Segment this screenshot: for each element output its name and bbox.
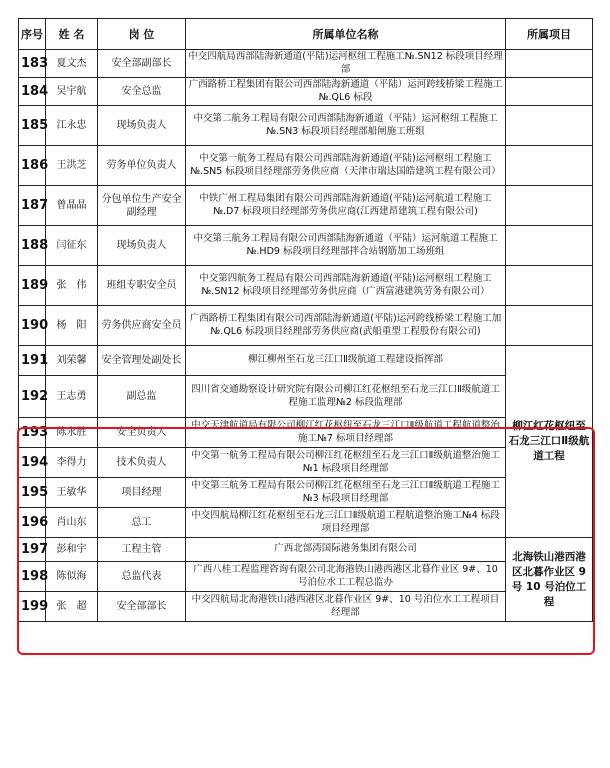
row-unit: 中交四航局柳江红花枢纽至石龙三江口Ⅱ级航道工程航道整治施工№4 标段项目经理部 xyxy=(186,508,506,538)
row-no: 194 xyxy=(19,448,46,478)
row-no: 189 xyxy=(19,266,46,306)
row-name: 张 超 xyxy=(46,592,98,622)
row-position: 安全部部长 xyxy=(98,592,186,622)
row-no: 187 xyxy=(19,186,46,226)
row-no: 191 xyxy=(19,346,46,376)
table-row xyxy=(19,186,593,226)
row-position: 安全部副部长 xyxy=(98,50,186,78)
row-name: 陈永胜 xyxy=(46,418,98,448)
table-row xyxy=(19,266,593,306)
row-no: 185 xyxy=(19,106,46,146)
row-position: 现场负责人 xyxy=(98,106,186,146)
row-unit: 广西八桂工程监理咨询有限公司北海港铁山港西港区北暮作业区 9#、10 号泊位水工工程总监办 xyxy=(186,562,506,592)
row-project-empty xyxy=(506,106,593,146)
row-name: 杨 阳 xyxy=(46,306,98,346)
row-position: 安全总监 xyxy=(98,78,186,106)
row-name: 张 伟 xyxy=(46,266,98,306)
table-row xyxy=(19,146,593,186)
row-position: 副总监 xyxy=(98,376,186,418)
row-project-empty xyxy=(506,306,593,346)
row-position: 总工 xyxy=(98,508,186,538)
header-name: 姓 名 xyxy=(46,19,98,50)
header-position: 岗 位 xyxy=(98,19,186,50)
row-name: 王志勇 xyxy=(46,376,98,418)
row-project-empty xyxy=(506,146,593,186)
table-row xyxy=(19,538,593,562)
row-position: 工程主管 xyxy=(98,538,186,562)
personnel-table xyxy=(18,18,593,622)
row-position: 班组专职安全员 xyxy=(98,266,186,306)
row-name: 彭和宇 xyxy=(46,538,98,562)
row-name: 吴宇航 xyxy=(46,78,98,106)
row-unit: 中交四航局西部陆海新通道(平陆)运河枢纽工程施工№.SN12 标段项目经理部 xyxy=(186,50,506,78)
header-unit: 所属单位名称 xyxy=(186,19,506,50)
row-unit: 中交第四航务工程局有限公司西部陆海新通道(平陆)运河枢纽工程施工№.SN12 标段项目经理部劳务供应商（广西富港建筑劳务有限公司） xyxy=(186,266,506,306)
row-project-empty xyxy=(506,50,593,78)
row-no: 196 xyxy=(19,508,46,538)
row-unit: 中交四航局北海港铁山港西港区北暮作业区 9#、10 号泊位水工工程项目经理部 xyxy=(186,592,506,622)
row-no: 197 xyxy=(19,538,46,562)
row-no: 186 xyxy=(19,146,46,186)
row-name: 夏文杰 xyxy=(46,50,98,78)
row-name: 肖山东 xyxy=(46,508,98,538)
table-row xyxy=(19,306,593,346)
table-row xyxy=(19,50,593,78)
row-no: 183 xyxy=(19,50,46,78)
table-header-row xyxy=(19,19,593,50)
header-no: 序号 xyxy=(19,19,46,50)
row-no: 188 xyxy=(19,226,46,266)
row-unit: 四川省交通勘察设计研究院有限公司柳江红花枢纽至石龙三江口Ⅱ级航道工程施工监理№2 标段监理部 xyxy=(186,376,506,418)
row-position: 项目经理 xyxy=(98,478,186,508)
row-position: 现场负责人 xyxy=(98,226,186,266)
row-unit: 中交天津航道局有限公司柳江红花枢纽至石龙三江口Ⅱ级航道工程航道整治施工№7 标项目经理部 xyxy=(186,418,506,448)
row-unit: 中交第二航务工程局有限公司西部陆海新通道（平陆）运河枢纽工程施工№.SN3 标段项目经理部船闸施工班组 xyxy=(186,106,506,146)
table-row xyxy=(19,106,593,146)
row-unit: 中交第三航务工程局有限公司柳江红花枢纽至石龙三江口Ⅱ级航道工程施工№3 标段项目经理部 xyxy=(186,478,506,508)
row-name: 刘荣馨 xyxy=(46,346,98,376)
project-beihai: 北海铁山港西港区北暮作业区 9 号 10 号泊位工程 xyxy=(506,538,593,622)
header-project: 所属项目 xyxy=(506,19,593,50)
row-position: 技术负责人 xyxy=(98,448,186,478)
row-no: 192 xyxy=(19,376,46,418)
row-name: 李得力 xyxy=(46,448,98,478)
row-position: 劳务单位负责人 xyxy=(98,146,186,186)
row-unit: 广西路桥工程集团有限公司西部陆海新通道（平陆）运河跨线桥梁工程施工№.QL6 标段 xyxy=(186,78,506,106)
row-unit: 中交第一航务工程局有限公司西部陆海新通道(平陆)运河枢纽工程施工№.SN5 标段项目经理部劳务供应商（天津市瑞达国皓建筑工程有限公司） xyxy=(186,146,506,186)
row-name: 王敏华 xyxy=(46,478,98,508)
row-position: 安全负责人 xyxy=(98,418,186,448)
row-position: 劳务供应商安全员 xyxy=(98,306,186,346)
row-no: 193 xyxy=(19,418,46,448)
row-project-empty xyxy=(506,78,593,106)
row-unit: 广西北部湾国际港务集团有限公司 xyxy=(186,538,506,562)
row-name: 闫征东 xyxy=(46,226,98,266)
row-name: 曾晶晶 xyxy=(46,186,98,226)
row-project-empty xyxy=(506,266,593,306)
table-row xyxy=(19,78,593,106)
project-liujiang: 柳江红花枢纽至石龙三江口Ⅱ级航道工程 xyxy=(506,346,593,538)
row-unit: 广西路桥工程集团有限公司西部陆海新通道(平陆)运河跨线桥梁工程施工加№.QL6 标段项目经理部劳务供应商(武船重型工程股份有限公司) xyxy=(186,306,506,346)
row-no: 198 xyxy=(19,562,46,592)
row-no: 190 xyxy=(19,306,46,346)
row-name: 王洪芝 xyxy=(46,146,98,186)
row-project-empty xyxy=(506,226,593,266)
row-project-empty xyxy=(506,186,593,226)
row-unit: 中交第三航务工程局有限公司西部陆海新通道（平陆）运河航道工程施工№.HD9 标段项目经理部拌合站钢筋加工场班组 xyxy=(186,226,506,266)
row-unit: 中交第一航务工程局有限公司柳江红花枢纽至石龙三江口Ⅱ级航道整治施工№1 标段项目经理部 xyxy=(186,448,506,478)
row-unit: 柳江柳州至石龙三江口Ⅱ级航道工程建设指挥部 xyxy=(186,346,506,376)
row-position: 总监代表 xyxy=(98,562,186,592)
row-position: 分包单位生产安全副经理 xyxy=(98,186,186,226)
row-name: 陈似海 xyxy=(46,562,98,592)
table-row xyxy=(19,226,593,266)
row-position: 安全管理处副处长 xyxy=(98,346,186,376)
row-name: 江永忠 xyxy=(46,106,98,146)
row-no: 184 xyxy=(19,78,46,106)
row-unit: 中铁广州工程局集团有限公司西部陆海新通道(平陆)运河航道工程施工№.D7 标段项目经理部劳务供应商(江西建昂建筑工程有限公司) xyxy=(186,186,506,226)
table-row xyxy=(19,346,593,376)
row-no: 199 xyxy=(19,592,46,622)
row-no: 195 xyxy=(19,478,46,508)
